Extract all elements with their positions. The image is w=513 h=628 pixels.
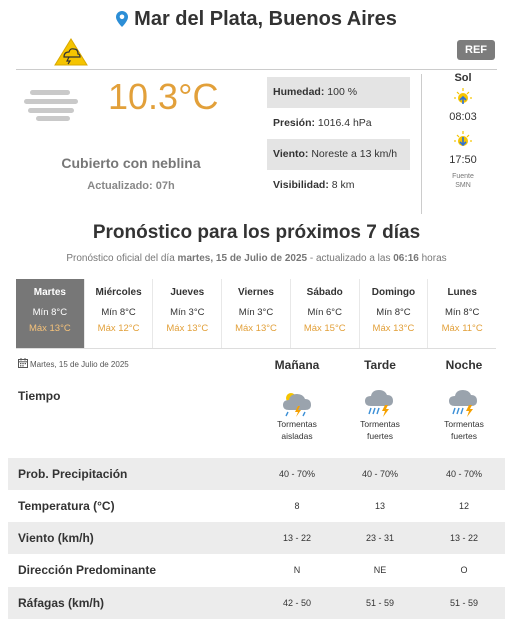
table-row <box>8 490 505 522</box>
cell-value: N <box>293 565 301 575</box>
cell-value: 13 - 22 <box>449 533 479 543</box>
cell-value: 51 - 59 <box>365 598 395 608</box>
divider <box>421 74 422 214</box>
sunset-time: 17:50 <box>449 154 477 166</box>
location-title <box>0 8 513 33</box>
humidity-row: Humedad: 100 % <box>267 77 410 108</box>
cell-value: O <box>460 565 468 575</box>
visibility-row: Visibilidad: 8 km <box>273 179 355 191</box>
weather-details <box>267 77 410 201</box>
divider <box>16 69 497 70</box>
source-label: Fuente <box>452 173 474 180</box>
row-label: Ráfagas (km/h) <box>18 596 105 610</box>
tab-day-lunes[interactable]: Lunes Mín 8°C Máx 11°C <box>441 287 483 334</box>
table-row <box>8 554 505 586</box>
map-pin-icon <box>116 10 128 33</box>
row-label: Temperatura (°C) <box>18 499 115 513</box>
period-noche: Noche <box>445 358 483 372</box>
current-condition: Cubierto con neblina <box>61 155 201 171</box>
cell-value: 42 - 50 <box>282 598 312 608</box>
sunrise-icon <box>440 86 486 111</box>
detail-date: Martes, 15 de Julio de 2025 <box>18 358 129 370</box>
weather-night: Tormentas fuertes <box>424 388 504 442</box>
sun-panel <box>440 72 486 190</box>
warning-storm-icon[interactable] <box>54 38 88 71</box>
cell-value: 23 - 31 <box>365 533 395 543</box>
forecast-subtitle: Pronóstico oficial del día martes, 15 de Julio de 2025 - actualizado a las 06:16 horas <box>66 253 447 264</box>
tab-day-jueves[interactable]: Jueves Mín 3°C Máx 13°C <box>153 279 222 348</box>
isolated-storm-icon <box>257 388 337 418</box>
pressure-row: Presión: 1016.4 hPa <box>273 117 372 129</box>
weather-morning: Tormentas aisladas <box>257 388 337 442</box>
table-row <box>8 587 505 619</box>
day-tabs <box>16 279 496 349</box>
sunset-icon <box>440 129 486 154</box>
cell-value: 40 - 70% <box>445 469 483 479</box>
row-label: Prob. Precipitación <box>18 467 128 481</box>
ref-button[interactable]: REF <box>457 40 495 60</box>
cell-value: 40 - 70% <box>278 469 316 479</box>
tab-day-sabado[interactable]: Sábado Mín 6°C Máx 15°C <box>291 279 360 348</box>
tab-day-domingo[interactable]: Domingo Mín 8°C Máx 13°C <box>360 279 429 348</box>
cell-value: 12 <box>458 501 469 511</box>
wind-row: Viento: Noreste a 13 km/h <box>267 139 410 170</box>
cell-value: 51 - 59 <box>449 598 479 608</box>
forecast-title: Pronóstico para los próximos 7 días <box>92 222 421 243</box>
weather-label: Tiempo <box>18 389 61 403</box>
source-name: SMN <box>455 182 471 189</box>
tab-day-martes[interactable]: Martes Mín 8°C Máx 13°C <box>16 279 85 348</box>
calendar-icon <box>18 358 28 370</box>
row-label: Dirección Predominante <box>18 563 157 577</box>
location-name: Mar del Plata, Buenos Aires <box>134 8 397 30</box>
current-temperature: 10.3°C <box>108 76 219 117</box>
period-manana: Mañana <box>274 358 320 372</box>
tab-day-miercoles[interactable]: Miércoles Mín 8°C Máx 12°C <box>85 279 154 348</box>
table-row <box>8 522 505 554</box>
strong-storm-icon <box>424 388 504 418</box>
cell-value: 40 - 70% <box>361 469 399 479</box>
tab-day-viernes[interactable]: Viernes Mín 3°C Máx 13°C <box>222 279 291 348</box>
row-label: Viento (km/h) <box>18 531 94 545</box>
fog-icon <box>24 88 84 127</box>
strong-storm-icon <box>340 388 420 418</box>
sunrise-time: 08:03 <box>449 111 477 123</box>
cell-value: 8 <box>294 501 300 511</box>
period-tarde: Tarde <box>364 358 396 372</box>
weather-afternoon: Tormentas fuertes <box>340 388 420 442</box>
cell-value: 13 - 22 <box>282 533 312 543</box>
cell-value: NE <box>373 565 387 575</box>
sun-title: Sol <box>454 72 472 84</box>
cell-value: 13 <box>374 501 385 511</box>
updated-time: Actualizado: 07h <box>87 180 175 192</box>
table-row <box>8 458 505 490</box>
